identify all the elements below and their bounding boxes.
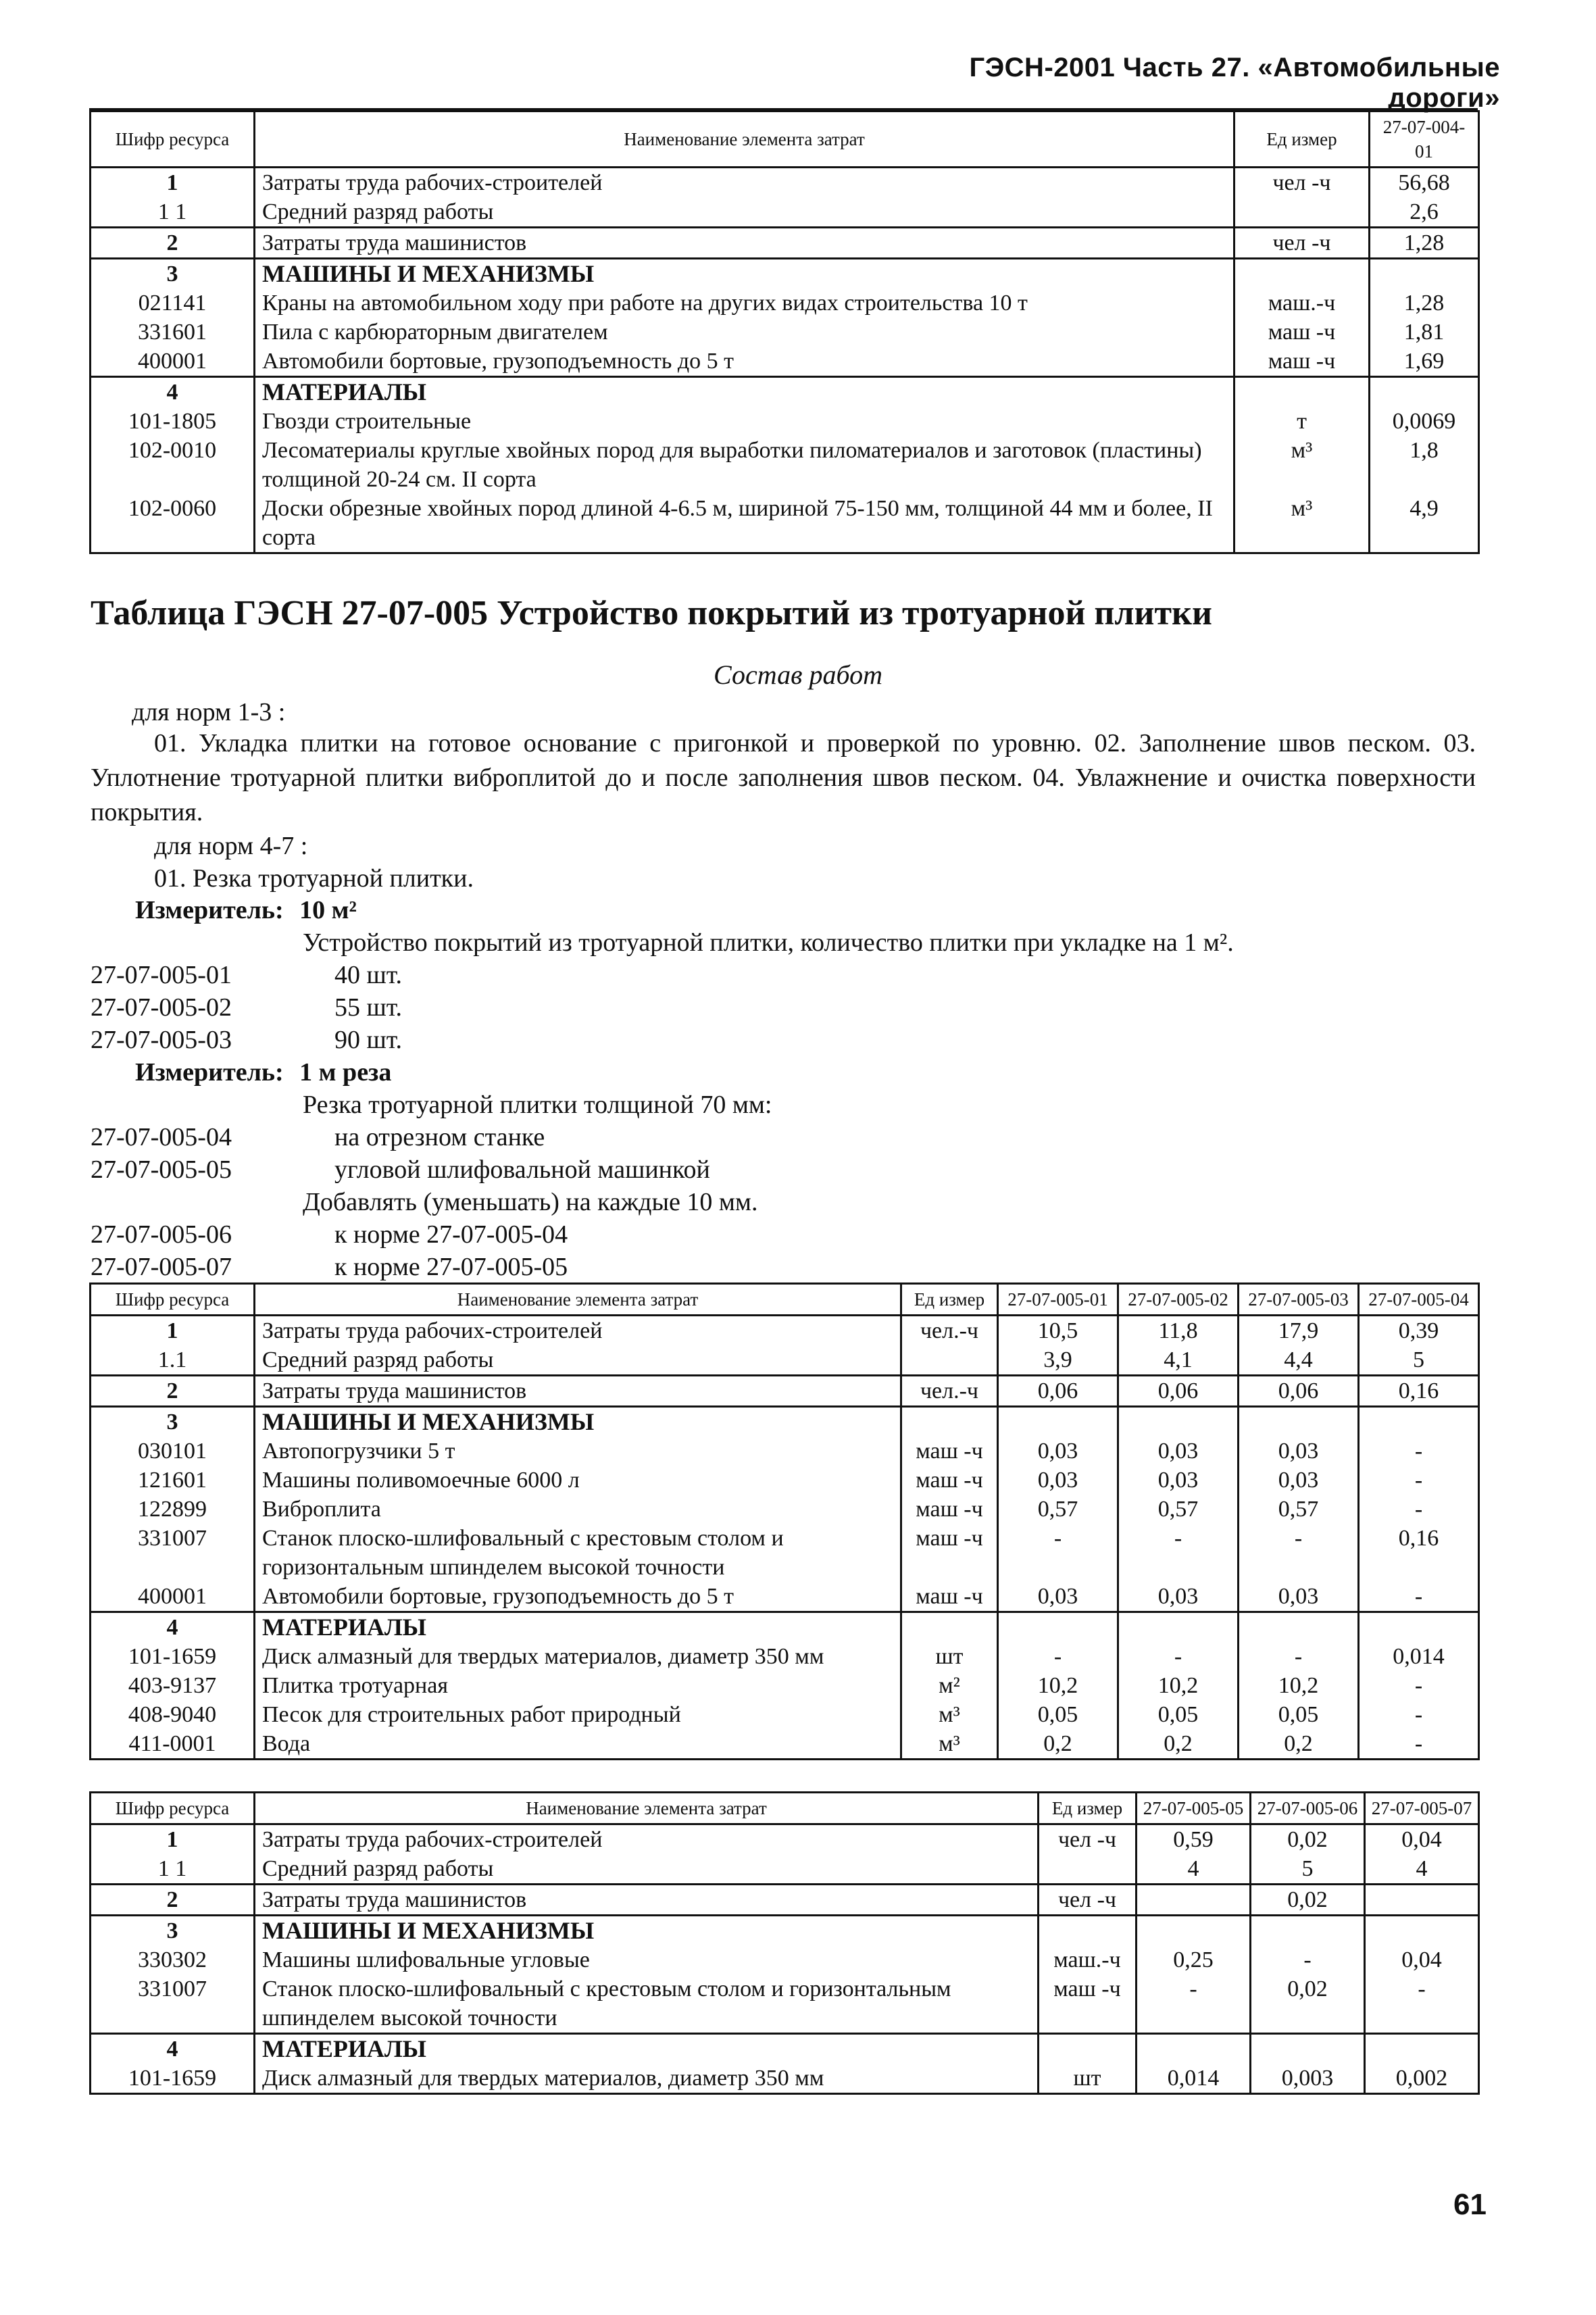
meter-1-value: 10 м² — [299, 896, 357, 924]
norm-code-02: 27-07-005-02 — [91, 993, 232, 1022]
unit-cell — [1039, 1854, 1137, 1885]
norm-value-cell: 10,5 — [998, 1316, 1118, 1346]
resource-code-cell: 3 — [91, 1916, 255, 1946]
resource-table-27-07-004 — [89, 110, 1480, 554]
resource-code-cell: 1 — [91, 1824, 255, 1855]
header-norm: 27-07-005-04 — [1359, 1284, 1479, 1316]
norm-value-cell: 0,16 — [1359, 1524, 1479, 1582]
meter-2-label: Измеритель: — [135, 1058, 284, 1087]
norm-value-cell: 0,03 — [1239, 1437, 1359, 1466]
operations-4-7: 01. Резка тротуарной плитки. — [154, 864, 474, 893]
table-row — [91, 197, 1479, 228]
norm-value-cell — [998, 1612, 1118, 1643]
norm-value-cell: 0,05 — [1118, 1700, 1239, 1729]
resource-code-cell: 1 1 — [91, 1854, 255, 1885]
resource-code-cell: 330302 — [91, 1945, 255, 1974]
resource-table-27-07-005-01-04 — [89, 1283, 1480, 1760]
unit-cell: маш -ч — [1235, 318, 1370, 347]
norm-value-cell: 0,39 — [1359, 1316, 1479, 1346]
norm-value-cell: 0,05 — [1239, 1700, 1359, 1729]
norm-value-cell: 0,03 — [1239, 1582, 1359, 1612]
norm-value-cell — [1118, 1407, 1239, 1437]
table-row — [91, 1437, 1479, 1466]
resource-name-cell: Автомобили бортовые, грузоподъемность до 5 т — [255, 347, 1235, 377]
norm-value-cell: 0,03 — [998, 1437, 1118, 1466]
header-norm: 27-07-005-07 — [1365, 1793, 1479, 1824]
table-row — [91, 377, 1479, 407]
resource-name-cell: МАШИНЫ И МЕХАНИЗМЫ — [255, 1407, 901, 1437]
norm-value-cell: 5 — [1251, 1854, 1365, 1885]
unit-cell: шт — [901, 1642, 998, 1671]
unit-cell — [1235, 377, 1370, 407]
meter-1 — [135, 894, 357, 926]
meter-2-value: 1 м реза — [299, 1058, 392, 1087]
norm-value-cell: 0,014 — [1137, 2064, 1251, 2094]
table-row — [91, 1612, 1479, 1643]
norm-value-cell: 0,2 — [1118, 1729, 1239, 1760]
resource-name-cell: Станок плоско-шлифовальный с крестовым столом и горизонтальным шпинделем высокой точности — [255, 1974, 1039, 2034]
norm-value-cell: - — [1118, 1642, 1239, 1671]
resource-name-cell: Машины поливомоечные 6000 л — [255, 1466, 901, 1495]
header-code: Шифр ресурса — [91, 1284, 255, 1316]
norm-text-04: на отрезном станке — [334, 1123, 545, 1151]
header-norm: 27-07-005-01 — [998, 1284, 1118, 1316]
norm-value-cell: 2,6 — [1370, 197, 1479, 228]
resource-name-cell: Средний разряд работы — [255, 1854, 1039, 1885]
table-body — [91, 1316, 1479, 1760]
norm-text-07: к норме 27-07-005-05 — [334, 1253, 568, 1281]
resource-name-cell: Затраты труда машинистов — [255, 228, 1235, 259]
norm-value-cell: 11,8 — [1118, 1316, 1239, 1346]
norm-description-2: Резка тротуарной плитки толщиной 70 мм: — [303, 1091, 772, 1119]
norm-text-01: 40 шт. — [334, 961, 403, 989]
norm-text-03: 90 шт. — [334, 1026, 403, 1054]
resource-code-cell: 408-9040 — [91, 1700, 255, 1729]
header-name: Наименование элемента затрат — [255, 111, 1235, 168]
resource-name-cell: Затраты труда рабочих-строителей — [255, 168, 1235, 198]
resource-name-cell: Затраты труда рабочих-строителей — [255, 1824, 1039, 1855]
norm-value-cell: 0,2 — [998, 1729, 1118, 1760]
norm-value-cell: 0,003 — [1251, 2064, 1365, 2094]
norm-value-cell: - — [1118, 1524, 1239, 1582]
unit-cell: маш -ч — [901, 1437, 998, 1466]
resource-code-cell: 1 — [91, 1316, 255, 1346]
header-norm: 27-07-005-02 — [1118, 1284, 1239, 1316]
norm-value-cell: 4 — [1365, 1854, 1479, 1885]
norm-value-cell: 10,2 — [998, 1671, 1118, 1700]
table-header-row — [91, 1793, 1479, 1824]
norm-value-cell: 0,04 — [1365, 1824, 1479, 1855]
norm-value-cell: 56,68 — [1370, 168, 1479, 198]
resource-code-cell: 411-0001 — [91, 1729, 255, 1760]
norm-code-05: 27-07-005-05 — [91, 1155, 232, 1184]
resource-name-cell: Диск алмазный для твердых материалов, диаметр 350 мм — [255, 1642, 901, 1671]
resource-name-cell: Автомобили бортовые, грузоподъемность до 5 т — [255, 1582, 901, 1612]
header-code: Шифр ресурса — [91, 1793, 255, 1824]
table-row — [91, 1376, 1479, 1407]
table-row — [91, 1316, 1479, 1346]
resource-code-cell: 122899 — [91, 1495, 255, 1524]
unit-cell: м² — [901, 1671, 998, 1700]
norm-value-cell — [1137, 1885, 1251, 1916]
resource-code-cell: 331601 — [91, 318, 255, 347]
norm-value-cell: - — [1359, 1582, 1479, 1612]
norm-value-cell: - — [1239, 1524, 1359, 1582]
table-row — [91, 1729, 1479, 1760]
meter-2 — [135, 1056, 391, 1089]
table-row — [91, 1671, 1479, 1700]
table-row — [91, 494, 1479, 553]
header-name: Наименование элемента затрат — [255, 1284, 901, 1316]
unit-cell: маш.-ч — [1039, 1945, 1137, 1974]
norm-value-cell: - — [1359, 1700, 1479, 1729]
unit-cell: чел -ч — [1039, 1824, 1137, 1855]
table-row — [91, 318, 1479, 347]
unit-cell: маш -ч — [901, 1582, 998, 1612]
norm-value-cell: - — [1365, 1974, 1479, 2034]
table-row — [91, 1495, 1479, 1524]
norm-value-cell: 0,0069 — [1370, 407, 1479, 436]
unit-cell: чел -ч — [1235, 228, 1370, 259]
unit-cell: маш -ч — [901, 1495, 998, 1524]
table-row — [91, 1916, 1479, 1946]
header-unit: Ед измер — [1235, 111, 1370, 168]
resource-name-cell: Краны на автомобильном ходу при работе на других видах строительства 10 т — [255, 289, 1235, 318]
norm-value-cell — [1365, 1916, 1479, 1946]
resource-code-cell: 1 — [91, 168, 255, 198]
page-number: 61 — [1453, 2188, 1487, 2221]
resource-code-cell: 2 — [91, 1376, 255, 1407]
unit-cell: чел.-ч — [901, 1316, 998, 1346]
norm-value-cell: 4,4 — [1239, 1345, 1359, 1376]
norm-value-cell: 0,04 — [1365, 1945, 1479, 1974]
unit-cell: м³ — [1235, 436, 1370, 494]
norm-code-04: 27-07-005-04 — [91, 1123, 232, 1151]
norm-value-cell — [1365, 2034, 1479, 2064]
resource-code-cell: 101-1659 — [91, 1642, 255, 1671]
norm-value-cell — [1370, 259, 1479, 289]
norm-value-cell: 0,57 — [998, 1495, 1118, 1524]
norm-value-cell — [1359, 1407, 1479, 1437]
resource-code-cell: 3 — [91, 259, 255, 289]
resource-code-cell: 102-0010 — [91, 436, 255, 494]
header-norm: 27-07-005-05 — [1137, 1793, 1251, 1824]
resource-code-cell: 403-9137 — [91, 1671, 255, 1700]
norm-value-cell: 0,25 — [1137, 1945, 1251, 1974]
norm-text-02: 55 шт. — [334, 993, 403, 1022]
resource-code-cell: 1 1 — [91, 197, 255, 228]
norm-value-cell: 0,57 — [1118, 1495, 1239, 1524]
norm-value-cell: - — [1251, 1945, 1365, 1974]
table-row — [91, 1642, 1479, 1671]
resource-name-cell: Автопогрузчики 5 т — [255, 1437, 901, 1466]
unit-cell — [901, 1345, 998, 1376]
norm-value-cell — [1365, 1885, 1479, 1916]
norm-value-cell — [1251, 2034, 1365, 2064]
unit-cell: маш -ч — [901, 1524, 998, 1582]
norm-value-cell: 0,05 — [998, 1700, 1118, 1729]
resource-name-cell: МАТЕРИАЛЫ — [255, 1612, 901, 1643]
resource-name-cell: МАТЕРИАЛЫ — [255, 2034, 1039, 2064]
unit-cell: м³ — [901, 1700, 998, 1729]
norm-value-cell: 0,02 — [1251, 1885, 1365, 1916]
unit-cell: шт — [1039, 2064, 1137, 2094]
header-unit: Ед измер — [1039, 1793, 1137, 1824]
norm-text-05: угловой шлифовальной машинкой — [334, 1155, 710, 1184]
norm-value-cell: 0,03 — [998, 1466, 1118, 1495]
norm-value-cell: - — [1359, 1437, 1479, 1466]
unit-cell — [1235, 259, 1370, 289]
table-header-row — [91, 111, 1479, 168]
norm-value-cell: 0,002 — [1365, 2064, 1479, 2094]
unit-cell: чел -ч — [1039, 1885, 1137, 1916]
table-row — [91, 1466, 1479, 1495]
norm-value-cell: 0,59 — [1137, 1824, 1251, 1855]
unit-cell: т — [1235, 407, 1370, 436]
header-name: Наименование элемента затрат — [255, 1793, 1039, 1824]
resource-name-cell: Плитка тротуарная — [255, 1671, 901, 1700]
norm-value-cell: - — [1359, 1495, 1479, 1524]
unit-cell — [1039, 1916, 1137, 1946]
table-row — [91, 1945, 1479, 1974]
norm-value-cell: 1,28 — [1370, 228, 1479, 259]
norm-value-cell: 1,81 — [1370, 318, 1479, 347]
table-row — [91, 1582, 1479, 1612]
resource-name-cell: Затраты труда рабочих-строителей — [255, 1316, 901, 1346]
resource-name-cell: МАШИНЫ И МЕХАНИЗМЫ — [255, 259, 1235, 289]
resource-code-cell: 2 — [91, 228, 255, 259]
resource-name-cell: МАШИНЫ И МЕХАНИЗМЫ — [255, 1916, 1039, 1946]
norm-value-cell — [1239, 1407, 1359, 1437]
table-row — [91, 407, 1479, 436]
resource-code-cell: 030101 — [91, 1437, 255, 1466]
norm-value-cell: 4,1 — [1118, 1345, 1239, 1376]
table-row — [91, 259, 1479, 289]
unit-cell: м³ — [1235, 494, 1370, 553]
unit-cell: маш -ч — [1235, 347, 1370, 377]
table-row — [91, 1345, 1479, 1376]
norm-value-cell: - — [1359, 1466, 1479, 1495]
norm-value-cell: 0,02 — [1251, 1974, 1365, 2034]
unit-cell: маш -ч — [1039, 1974, 1137, 2034]
resource-name-cell: Средний разряд работы — [255, 197, 1235, 228]
norm-value-cell: 0,57 — [1239, 1495, 1359, 1524]
resource-code-cell: 102-0060 — [91, 494, 255, 553]
norm-value-cell: 0,03 — [1118, 1437, 1239, 1466]
resource-code-cell: 331007 — [91, 1974, 255, 2034]
table-body — [91, 168, 1479, 553]
resource-name-cell: Виброплита — [255, 1495, 901, 1524]
norm-value-cell: - — [998, 1642, 1118, 1671]
norm-value-cell: 0,2 — [1239, 1729, 1359, 1760]
resource-code-cell: 121601 — [91, 1466, 255, 1495]
norm-value-cell: 10,2 — [1239, 1671, 1359, 1700]
norm-value-cell — [1118, 1612, 1239, 1643]
for-norms-1-3: для норм 1-3 : — [132, 698, 286, 726]
norm-value-cell — [1359, 1612, 1479, 1643]
table-row — [91, 436, 1479, 494]
unit-cell: чел.-ч — [901, 1376, 998, 1407]
unit-cell — [901, 1407, 998, 1437]
norm-value-cell: 1,28 — [1370, 289, 1479, 318]
resource-code-cell: 2 — [91, 1885, 255, 1916]
norm-value-cell — [1239, 1612, 1359, 1643]
table-row — [91, 1700, 1479, 1729]
table-row — [91, 228, 1479, 259]
norm-value-cell: 0,06 — [1118, 1376, 1239, 1407]
norm-value-cell: 10,2 — [1118, 1671, 1239, 1700]
norm-value-cell: - — [1239, 1642, 1359, 1671]
norm-value-cell — [1251, 1916, 1365, 1946]
unit-cell: чел -ч — [1235, 168, 1370, 198]
resource-name-cell: Доски обрезные хвойных пород длиной 4-6.5 м, шириной 75-150 мм, толщиной 44 мм и более, II сорта — [255, 494, 1235, 553]
table-row — [91, 1824, 1479, 1855]
header-norm: 27-07-005-06 — [1251, 1793, 1365, 1824]
resource-code-cell: 101-1805 — [91, 407, 255, 436]
table-row — [91, 347, 1479, 377]
norm-code-07: 27-07-005-07 — [91, 1253, 232, 1281]
table-row — [91, 2034, 1479, 2064]
table-row — [91, 1524, 1479, 1582]
table-row — [91, 289, 1479, 318]
resource-name-cell: Песок для строительных работ природный — [255, 1700, 901, 1729]
resource-code-cell: 021141 — [91, 289, 255, 318]
unit-cell: маш -ч — [901, 1466, 998, 1495]
resource-name-cell: Средний разряд работы — [255, 1345, 901, 1376]
table-row — [91, 168, 1479, 198]
resource-code-cell: 331007 — [91, 1524, 255, 1582]
table-body — [91, 1824, 1479, 2094]
resource-name-cell: Машины шлифовальные угловые — [255, 1945, 1039, 1974]
norm-code-01: 27-07-005-01 — [91, 961, 232, 989]
unit-cell: маш.-ч — [1235, 289, 1370, 318]
resource-code-cell: 4 — [91, 2034, 255, 2064]
resource-code-cell: 3 — [91, 1407, 255, 1437]
norm-value-cell: 0,03 — [1118, 1466, 1239, 1495]
norm-value-cell: 0,16 — [1359, 1376, 1479, 1407]
norm-description-1: Устройство покрытий из тротуарной плитки, количество плитки при укладке на 1 м². — [303, 928, 1234, 957]
norm-code-03: 27-07-005-03 — [91, 1026, 232, 1054]
resource-code-cell: 4 — [91, 1612, 255, 1643]
resource-code-cell: 4 — [91, 377, 255, 407]
resource-name-cell: Гвозди строительные — [255, 407, 1235, 436]
for-norms-4-7: для норм 4-7 : — [154, 832, 308, 860]
resource-table-27-07-005-05-07 — [89, 1791, 1480, 2095]
norm-value-cell: 1,8 — [1370, 436, 1479, 494]
table-row — [91, 1974, 1479, 2034]
composition-title: Состав работ — [714, 659, 882, 690]
resource-name-cell: Затраты труда машинистов — [255, 1376, 901, 1407]
norm-value-cell: 0,06 — [1239, 1376, 1359, 1407]
norm-value-cell — [998, 1407, 1118, 1437]
operations-1-3: 01. Укладка плитки на готовое основание с пригонкой и проверкой по уровню. 02. Заполнение швов песком. 03. Уплотнение тротуарной плитки виброплитой до и после заполнения швов песком. 04. Увлажнение и очистка поверхности покрытия. — [91, 729, 1476, 826]
resource-code-cell: 101-1659 — [91, 2064, 255, 2094]
norm-value-cell: 0,014 — [1359, 1642, 1479, 1671]
norm-value-cell: 0,03 — [998, 1582, 1118, 1612]
norm-value-cell — [1137, 1916, 1251, 1946]
unit-cell — [901, 1612, 998, 1643]
norm-value-cell: 1,69 — [1370, 347, 1479, 377]
resource-code-cell: 1.1 — [91, 1345, 255, 1376]
norm-value-cell: - — [1137, 1974, 1251, 2034]
resource-name-cell: Пила с карбюраторным двигателем — [255, 318, 1235, 347]
norm-value-cell — [1370, 377, 1479, 407]
norm-value-cell: 5 — [1359, 1345, 1479, 1376]
table-row — [91, 1854, 1479, 1885]
resource-code-cell: 400001 — [91, 347, 255, 377]
resource-code-cell: 400001 — [91, 1582, 255, 1612]
norm-value-cell: 0,03 — [1118, 1582, 1239, 1612]
norm-value-cell: 17,9 — [1239, 1316, 1359, 1346]
norm-value-cell — [1137, 2034, 1251, 2064]
table-header-row — [91, 1284, 1479, 1316]
unit-cell — [1039, 2034, 1137, 2064]
norm-value-cell: 4,9 — [1370, 494, 1479, 553]
unit-cell — [1235, 197, 1370, 228]
table-row — [91, 2064, 1479, 2094]
norm-description-3: Добавлять (уменьшать) на каждые 10 мм. — [303, 1188, 758, 1216]
header-unit: Ед измер — [901, 1284, 998, 1316]
norm-value-cell: 0,06 — [998, 1376, 1118, 1407]
resource-name-cell: Затраты труда машинистов — [255, 1885, 1039, 1916]
running-header: ГЭСН-2001 Часть 27. «Автомобильные дороги» — [969, 53, 1500, 113]
unit-cell: м³ — [901, 1729, 998, 1760]
resource-name-cell: Диск алмазный для твердых материалов, диаметр 350 мм — [255, 2064, 1039, 2094]
norm-value-cell: 3,9 — [998, 1345, 1118, 1376]
norm-value-cell: - — [1359, 1671, 1479, 1700]
header-code: Шифр ресурса — [91, 111, 255, 168]
resource-name-cell: Станок плоско-шлифовальный с крестовым столом и горизонтальным шпинделем высокой точности — [255, 1524, 901, 1582]
norm-value-cell: 4 — [1137, 1854, 1251, 1885]
header-norm: 27-07-005-03 — [1239, 1284, 1359, 1316]
norm-value-cell: 0,03 — [1239, 1466, 1359, 1495]
norm-text-06: к норме 27-07-005-04 — [334, 1220, 568, 1249]
norm-value-cell: - — [1359, 1729, 1479, 1760]
norm-value-cell: 0,02 — [1251, 1824, 1365, 1855]
table-row — [91, 1885, 1479, 1916]
table-title: Таблица ГЭСН 27-07-005 Устройство покрытий из тротуарной плитки — [91, 594, 1212, 632]
resource-name-cell: Лесоматериалы круглые хвойных пород для выработки пиломатериалов и заготовок (пластины) толщиной 20-24 см. II сорта — [255, 436, 1235, 494]
meter-1-label: Измеритель: — [135, 896, 284, 924]
norm-value-cell: - — [998, 1524, 1118, 1582]
header-norm: 27-07-004-01 — [1370, 111, 1479, 168]
norm-code-06: 27-07-005-06 — [91, 1220, 232, 1249]
table-row — [91, 1407, 1479, 1437]
resource-name-cell: Вода — [255, 1729, 901, 1760]
resource-name-cell: МАТЕРИАЛЫ — [255, 377, 1235, 407]
